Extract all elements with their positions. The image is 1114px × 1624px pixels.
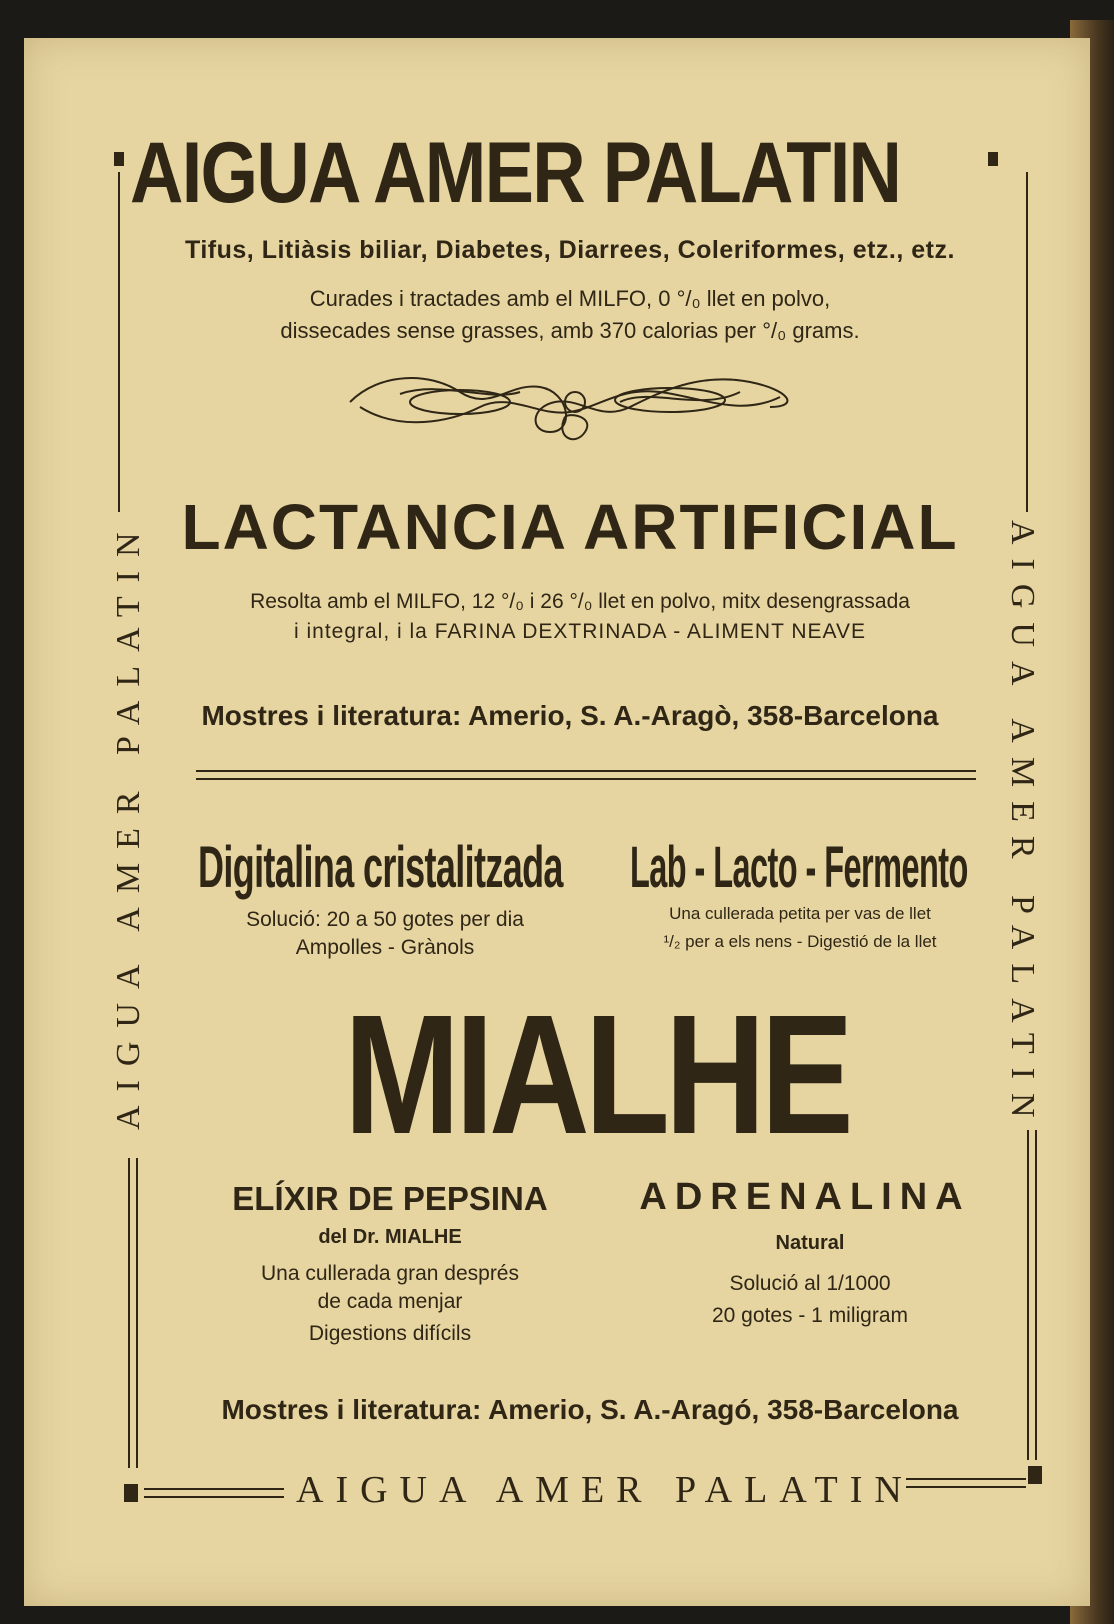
elixir-line-2: de cada menjar: [317, 1290, 463, 1313]
frame-line-left-upper: [118, 172, 120, 512]
lactancia-line-1: Resolta amb el MILFO, 12 °/₀ i 26 °/₀ llet en polvo, mitx desengrassada: [250, 590, 910, 613]
adrenalina-line-2: 20 gotes - 1 miligram: [711, 1304, 909, 1327]
milfo-line-2: dissecades sense grasses, amb 370 calorias per °/₀ grams.: [280, 318, 860, 343]
elixir-line-3: Digestions difícils: [308, 1322, 472, 1345]
side-text-left: AIGUA AMER PALATIN: [110, 518, 147, 1130]
digitalina-name: Digitalina cristalitzada: [198, 835, 563, 900]
lab-lacto-line-2: ¹/₂ per a els nens - Digestió de la llet: [663, 932, 937, 951]
mialhe-brand: MIALHE: [344, 980, 849, 1170]
mialhe-samples: Mostres i literatura: Amerio, S. A.-Aragó, 358-Barcelona: [221, 1394, 959, 1425]
milfo-line-1: Curades i tractades amb el MILFO, 0 °/₀ llet en polvo,: [309, 286, 831, 311]
main-title: AIGUA AMER PALATIN: [130, 125, 901, 221]
conditions-line: Tifus, Litiàsis biliar, Diabetes, Diarrees, Coleriformes, etz., etz.: [185, 236, 955, 264]
footer-rule-left: [144, 1488, 284, 1498]
flourish-ornament: [340, 362, 810, 452]
paper-page: [24, 38, 1090, 1606]
footer-text: AIGUA AMER PALATIN: [296, 1469, 914, 1511]
adrenalina-sub: Natural: [775, 1232, 845, 1254]
lactancia-heading: LACTANCIA ARTIFICIAL: [181, 491, 959, 563]
lab-lacto-line-1: Una cullerada petita per vas de llet: [669, 904, 931, 923]
adrenalina-line-1: Solució al 1/1000: [729, 1272, 891, 1295]
footer-rule-right: [906, 1478, 1026, 1488]
section-divider: [196, 770, 976, 780]
digitalina-line-1: Solució: 20 a 50 gotes per dia: [246, 908, 524, 931]
frame-line-left-lower: [128, 1158, 138, 1468]
adrenalina-name: ADRENALINA: [639, 1176, 971, 1218]
frame-line-right-upper: [1026, 172, 1028, 512]
frame-square-bottom-right: [1028, 1466, 1042, 1484]
elixir-sub: del Dr. MIALHE: [318, 1226, 462, 1248]
elixir-name: ELÍXIR DE PEPSINA: [232, 1180, 548, 1217]
frame-line-right-lower: [1027, 1130, 1037, 1460]
frame-square-top-left: [114, 152, 124, 166]
lactancia-line-2: i integral, i la FARINA DEXTRINADA - ALIMENT NEAVE: [293, 620, 867, 643]
lab-lacto-name: Lab - Lacto - Fermento: [630, 835, 968, 900]
side-text-right: AIGUA AMER PALATIN: [1004, 520, 1041, 1132]
frame-square-bottom-left: [124, 1484, 138, 1502]
lactancia-samples: Mostres i literatura: Amerio, S. A.-Aragò, 358-Barcelona: [201, 700, 939, 731]
frame-square-top-right: [988, 152, 998, 166]
digitalina-line-2: Ampolles - Grànols: [295, 936, 475, 959]
elixir-line-1: Una cullerada gran després: [261, 1262, 519, 1285]
